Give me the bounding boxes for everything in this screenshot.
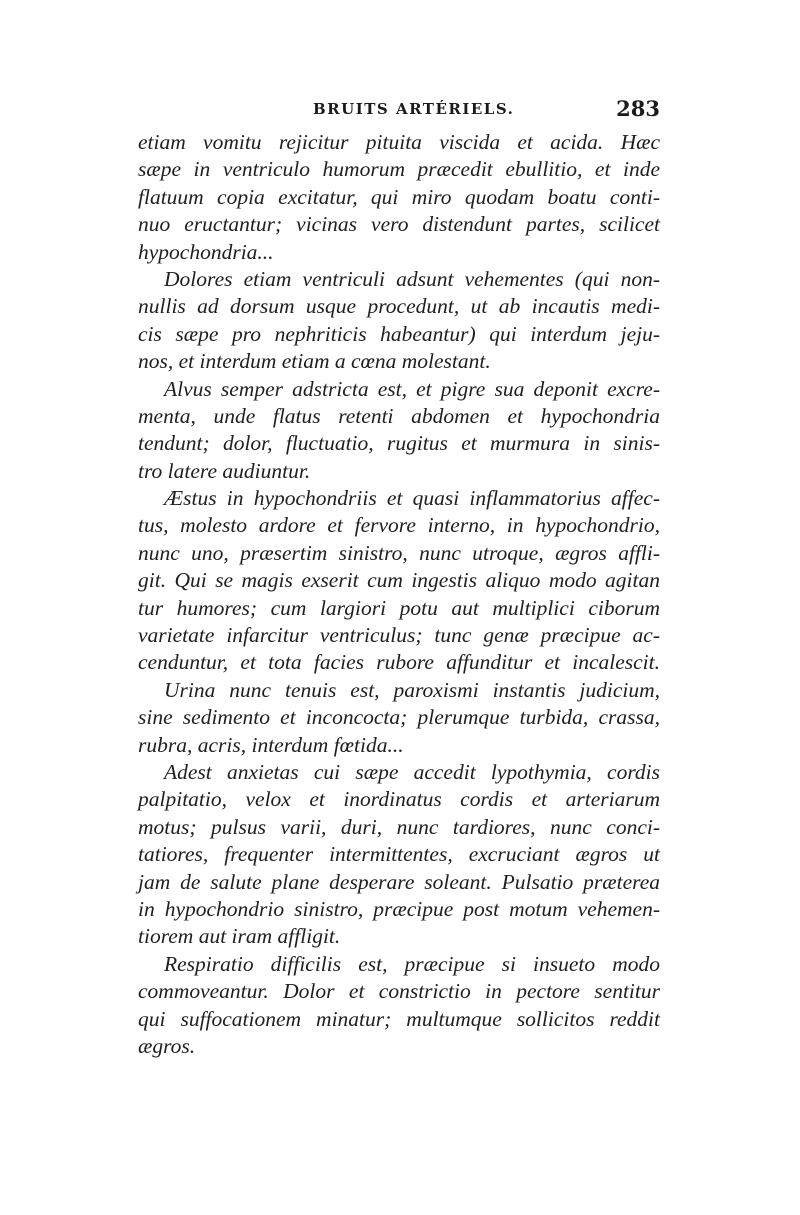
text-line: sæpe in ventriculo humorum præcedit ebullitio, et inde	[138, 157, 660, 182]
running-head	[138, 96, 660, 126]
text-line: tus, molesto ardore et fervore interno, in hypochondrio,	[138, 513, 660, 538]
text-line: Respiratio difficilis est, præcipue si insueto modo	[164, 951, 660, 976]
text-line: tendunt; dolor, fluctuatio, rugitus et murmura in sinis-	[138, 431, 660, 456]
text-line: menta, unde flatus retenti abdomen et hypochondria	[138, 403, 660, 428]
text-line: tiorem aut iram affligit.	[138, 924, 341, 949]
text-line: hypochondria...	[138, 239, 274, 264]
body-text	[138, 129, 660, 1060]
text-line: cis sæpe pro nephriticis habeantur) qui interdum jeju-	[138, 321, 660, 346]
text-line: tatiores, frequenter intermittentes, excruciant ægros ut	[138, 842, 660, 867]
text-line: cenduntur, et tota facies rubore affunditur et incalescit.	[138, 650, 660, 675]
text-line: nullis ad dorsum usque procedunt, ut ab incautis medi-	[138, 294, 660, 319]
text-line: jam de salute plane desperare soleant. Pulsatio præterea	[138, 869, 660, 894]
text-line: Æstus in hypochondriis et quasi inflammatorius affec-	[164, 486, 660, 511]
text-line: Dolores etiam ventriculi adsunt vehementes (qui non-	[164, 266, 660, 291]
text-line: nos, et interdum etiam a cœna molestant.	[138, 349, 491, 374]
text-line: palpitatio, velox et inordinatus cordis et arteriarum	[138, 787, 660, 812]
text-line: varietate infarcitur ventriculus; tunc genæ præcipue ac-	[138, 623, 660, 648]
text-line: Alvus semper adstricta est, et pigre sua deponit excre-	[164, 376, 660, 401]
text-line: ægros.	[138, 1033, 196, 1058]
text-line: Adest anxietas cui sæpe accedit lypothymia, cordis	[164, 759, 660, 784]
text-line: tro latere audiuntur.	[138, 458, 311, 483]
running-head-title: BRUITS ARTÉRIELS.	[313, 100, 515, 118]
text-line: commoveantur. Dolor et constrictio in pectore sentitur	[138, 979, 660, 1004]
text-line: rubra, acris, interdum fœtida...	[138, 732, 404, 757]
text-line: Urina nunc tenuis est, paroxismi instantis judicium,	[164, 677, 660, 702]
text-line: qui suffocationem minatur; multumque sollicitos reddit	[138, 1006, 660, 1031]
text-line: in hypochondrio sinistro, præcipue post motum vehemen-	[138, 896, 660, 921]
text-line: flatuum copia excitatur, qui miro quodam boatu conti-	[138, 184, 660, 209]
text-line: git. Qui se magis exserit cum ingestis aliquo modo agitan	[138, 568, 660, 593]
text-line: motus; pulsus varii, duri, nunc tardiores, nunc conci-	[138, 814, 660, 839]
text-line: etiam vomitu rejicitur pituita viscida et acida. Hæc	[138, 130, 660, 154]
text-line: sine sedimento et inconcocta; plerumque turbida, crassa,	[138, 705, 660, 730]
text-line: nuo eructantur; vicinas vero distendunt partes, scilicet	[138, 212, 660, 237]
page-number: 283	[616, 96, 660, 121]
text-line: nunc uno, præsertim sinistro, nunc utroque, ægros affli-	[138, 540, 660, 565]
text-line: tur humores; cum largiori potu aut multiplici ciborum	[138, 595, 660, 620]
